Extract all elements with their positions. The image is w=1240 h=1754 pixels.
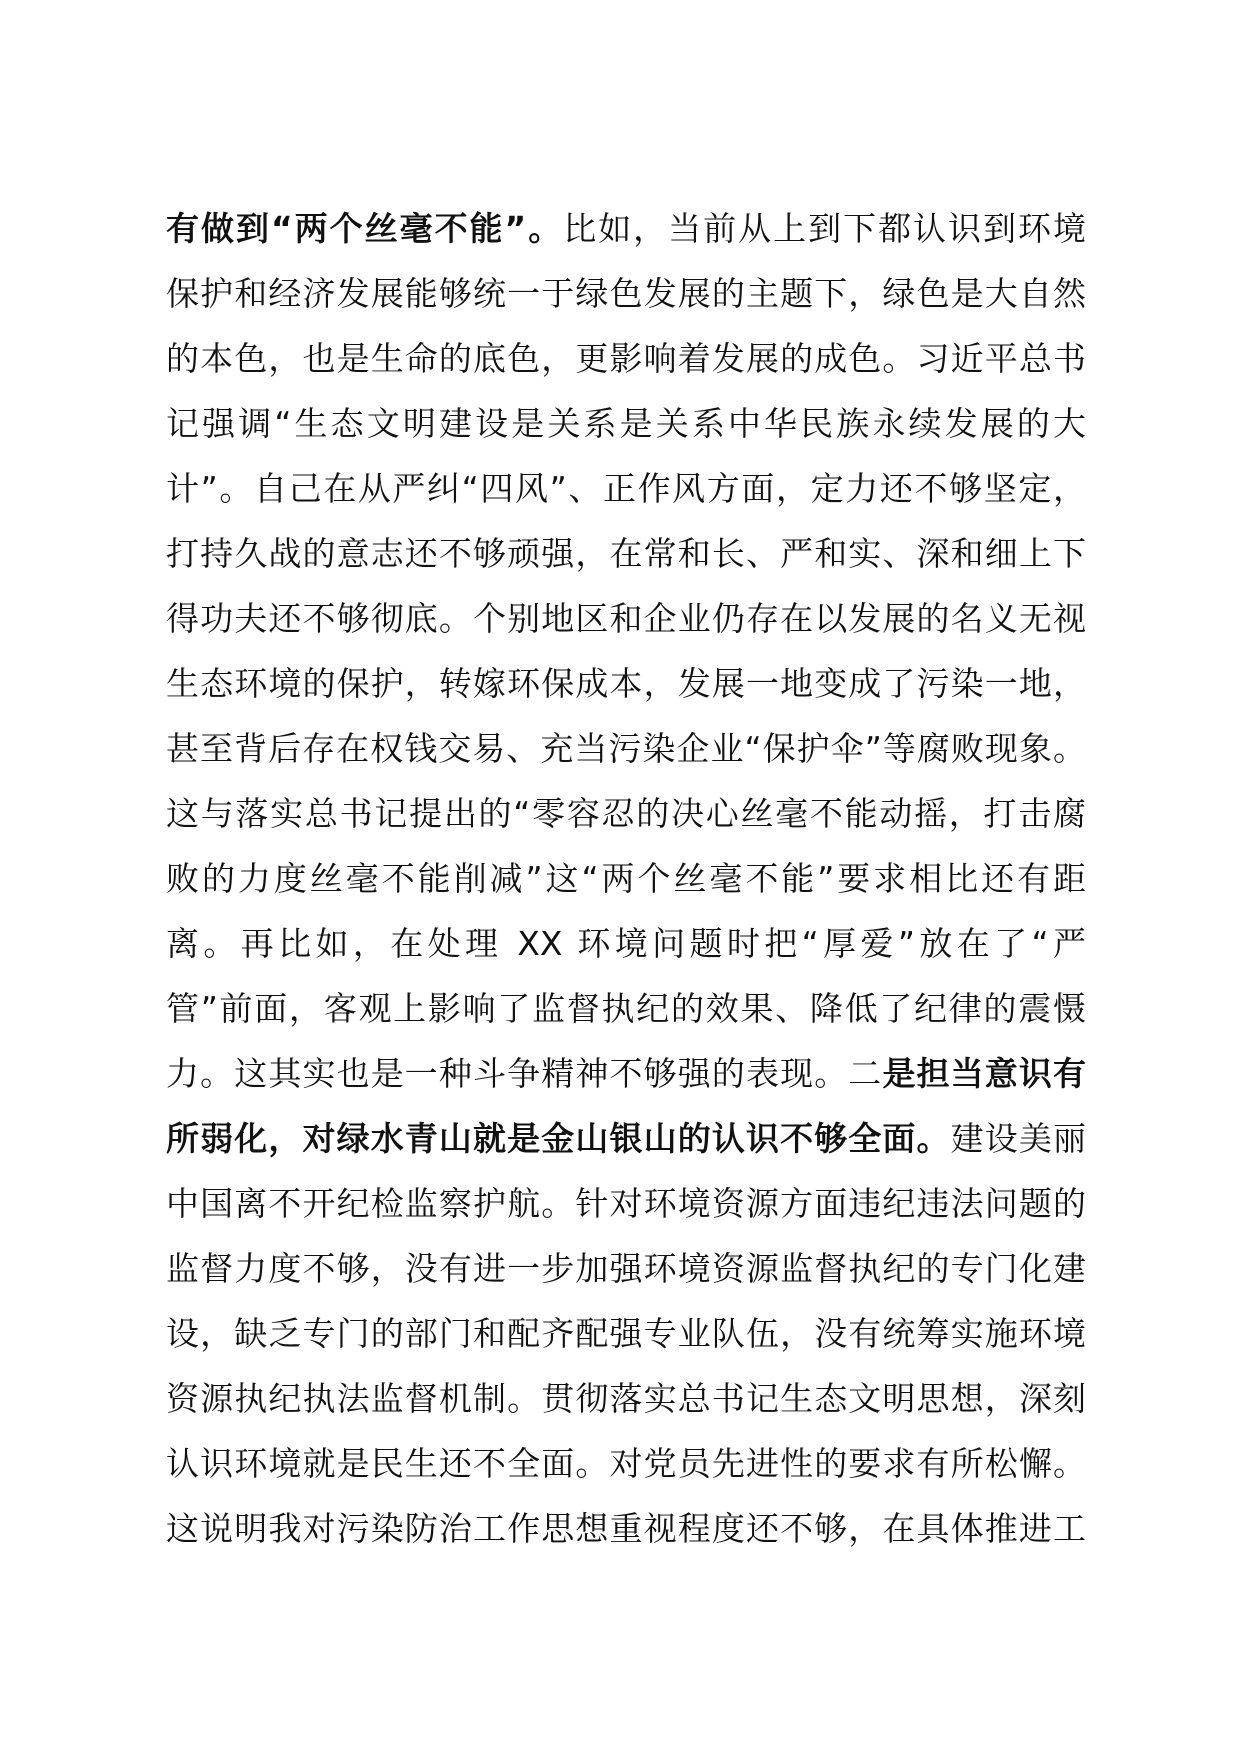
text-line-20 bbox=[166, 1431, 1086, 1496]
line-text: 离。再比如，在处理 XX 环境问题时把“厚爱”放在了“严 bbox=[166, 924, 1086, 963]
line-text: 生态环境的保护，转嫁环保成本，发展一地变成了污染一地， bbox=[166, 664, 1086, 703]
line-text: 比如，当前从上到下都认识到环境 bbox=[563, 209, 1086, 248]
text-line-18 bbox=[166, 1301, 1086, 1366]
line-text: 计”。自己在从严纠“四风”、正作风方面，定力还不够坚定， bbox=[166, 469, 1086, 508]
line-text: 建设美丽 bbox=[950, 1119, 1087, 1158]
body-text bbox=[166, 196, 1086, 1561]
line-text: 得功夫还不够彻底。个别地区和企业仍存在以发展的名义无视 bbox=[166, 599, 1086, 638]
line-text: 打持久战的意志还不够顽强，在常和长、严和实、深和细上下 bbox=[166, 534, 1086, 573]
text-line-21 bbox=[166, 1496, 1086, 1561]
line-text: 设，缺乏专门的部门和配齐配强专业队伍，没有统筹实施环境 bbox=[166, 1314, 1086, 1353]
text-line-19 bbox=[166, 1366, 1086, 1431]
text-line-17 bbox=[166, 1236, 1086, 1301]
line-text: 甚至背后存在权钱交易、充当污染企业“保护伞”等腐败现象。 bbox=[166, 729, 1086, 768]
line-text: 败的力度丝毫不能削减”这“两个丝毫不能”要求相比还有距 bbox=[166, 859, 1086, 898]
line-text: 记强调“生态文明建设是关系是关系中华民族永续发展的大 bbox=[166, 404, 1086, 443]
text-line-13 bbox=[166, 976, 1086, 1041]
line-text: 这说明我对污染防治工作思想重视程度还不够，在具体推进工 bbox=[166, 1509, 1086, 1548]
line-text: 监督力度不够，没有进一步加强环境资源监督执纪的专门化建 bbox=[166, 1249, 1086, 1288]
bold-phrase: 有做到“两个丝毫不能”。 bbox=[166, 209, 564, 248]
line-text: 管”前面，客观上影响了监督执纪的效果、降低了纪律的震慑 bbox=[166, 989, 1086, 1028]
text-line-1 bbox=[166, 196, 1086, 261]
text-line-15 bbox=[166, 1106, 1086, 1171]
text-line-10 bbox=[166, 781, 1086, 846]
text-line-8 bbox=[166, 651, 1086, 716]
line-text: 这与落实总书记提出的“零容忍的决心丝毫不能动摇，打击腐 bbox=[166, 794, 1086, 833]
text-line-11 bbox=[166, 846, 1086, 911]
line-text: 中国离不开纪检监察护航。针对环境资源方面违纪违法问题的 bbox=[166, 1184, 1086, 1223]
text-line-16 bbox=[166, 1171, 1086, 1236]
text-line-12 bbox=[166, 911, 1086, 976]
line-text: 资源执纪执法监督机制。贯彻落实总书记生态文明思想，深刻 bbox=[166, 1379, 1086, 1418]
text-line-5 bbox=[166, 456, 1086, 521]
line-text: 的本色，也是生命的底色，更影响着发展的成色。习近平总书 bbox=[166, 339, 1086, 378]
bold-phrase: 是担当意识有 bbox=[882, 1054, 1087, 1093]
line-text: 保护和经济发展能够统一于绿色发展的主题下，绿色是大自然 bbox=[166, 274, 1086, 313]
text-line-4 bbox=[166, 391, 1086, 456]
text-line-14 bbox=[166, 1041, 1086, 1106]
text-line-6 bbox=[166, 521, 1086, 586]
text-line-7 bbox=[166, 586, 1086, 651]
bold-phrase: 所弱化，对绿水青山就是金山银山的认识不够全面。 bbox=[166, 1119, 951, 1158]
text-line-2 bbox=[166, 261, 1086, 326]
line-text: 力。这其实也是一种斗争精神不够强的表现。二 bbox=[166, 1054, 883, 1093]
text-line-9 bbox=[166, 716, 1086, 781]
text-line-3 bbox=[166, 326, 1086, 391]
line-text: 认识环境就是民生还不全面。对党员先进性的要求有所松懈。 bbox=[166, 1444, 1086, 1483]
